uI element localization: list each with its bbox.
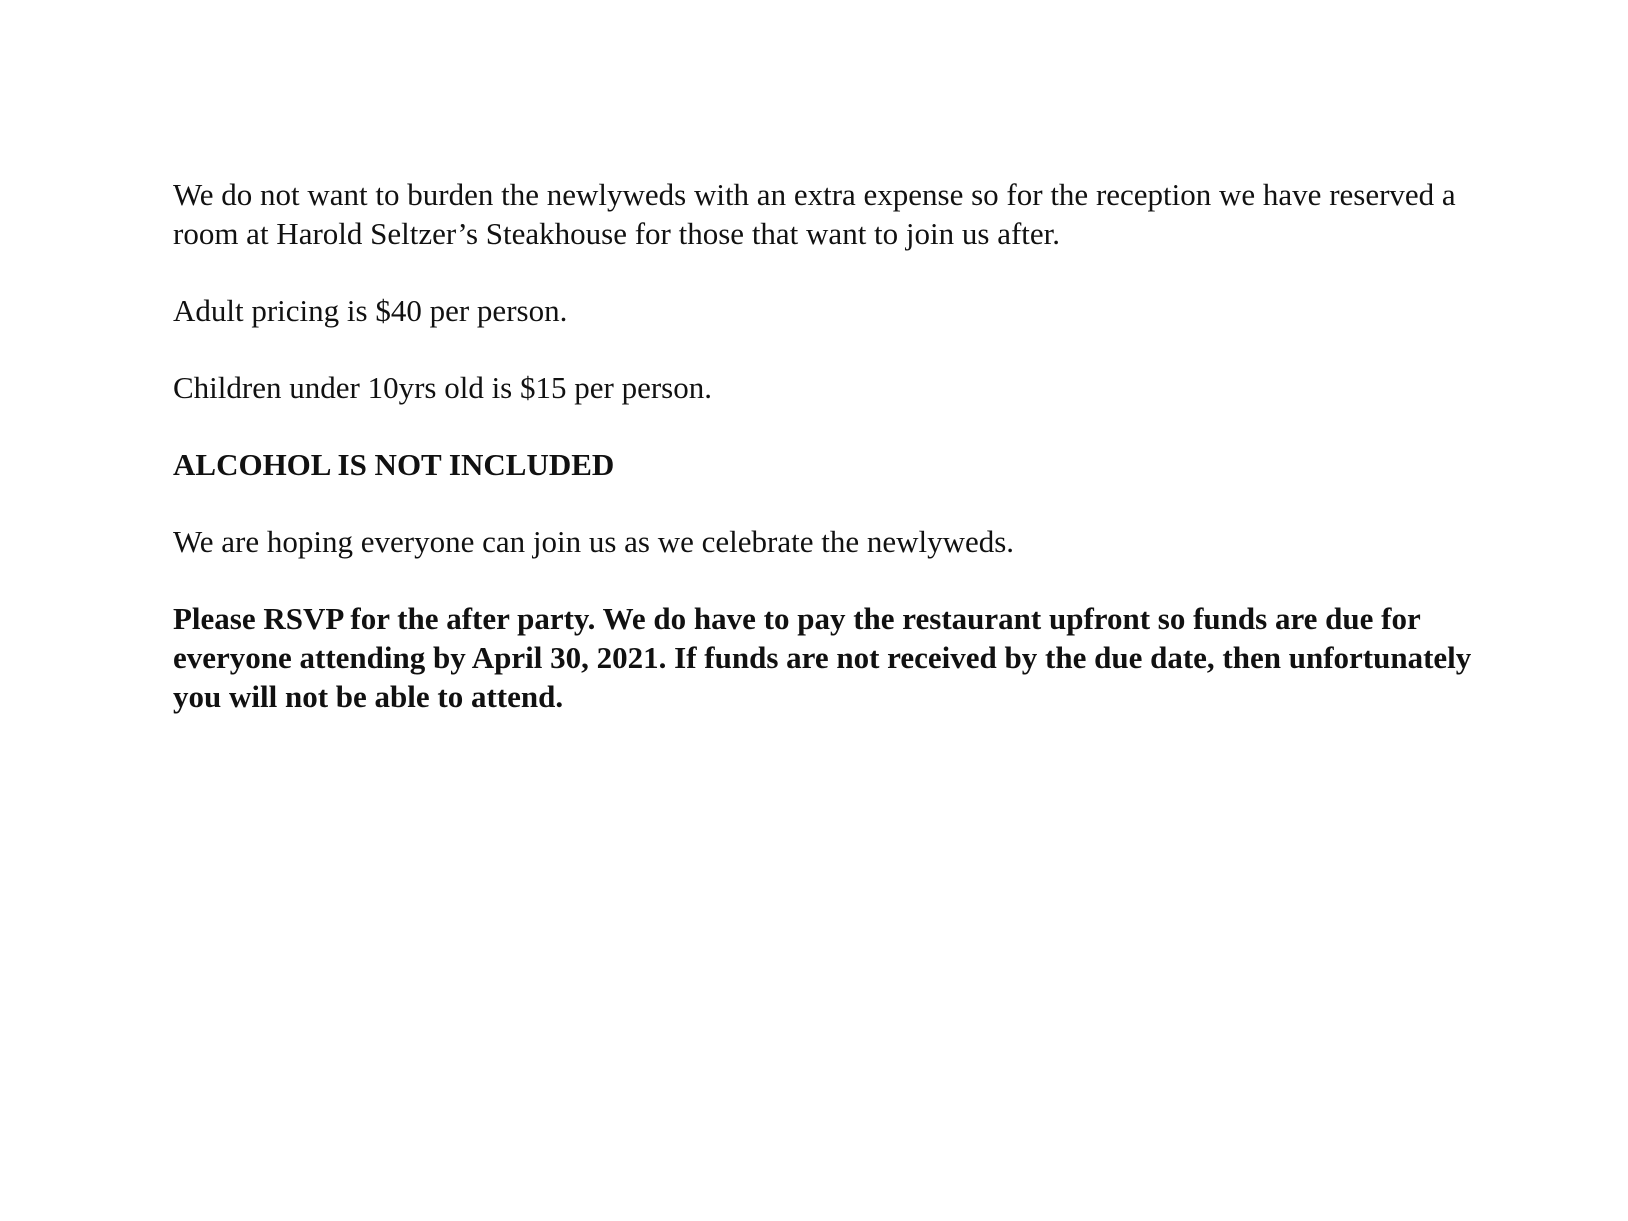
alcohol-notice-heading: ALCOHOL IS NOT INCLUDED — [173, 447, 615, 482]
celebration-paragraph: We are hoping everyone can join us as we celebrate the newlyweds. — [173, 524, 1015, 559]
children-pricing-paragraph: Children under 10yrs old is $15 per person. — [173, 370, 712, 405]
rsvp-notice-paragraph: Please RSVP for the after party. We do have to pay the restaurant upfront so funds are due for everyone attending by April 30, 2021. If funds are not received by the due date, then unfortunately you will not be able to attend. — [173, 601, 1472, 714]
adult-pricing-paragraph: Adult pricing is $40 per person. — [173, 293, 568, 328]
reception-paragraph: We do not want to burden the newlyweds with an extra expense so for the reception we have reserved a room at Harold Seltzer’s Steakhouse for those that want to join us after. — [173, 177, 1456, 251]
document-page — [173, 175, 1473, 716]
